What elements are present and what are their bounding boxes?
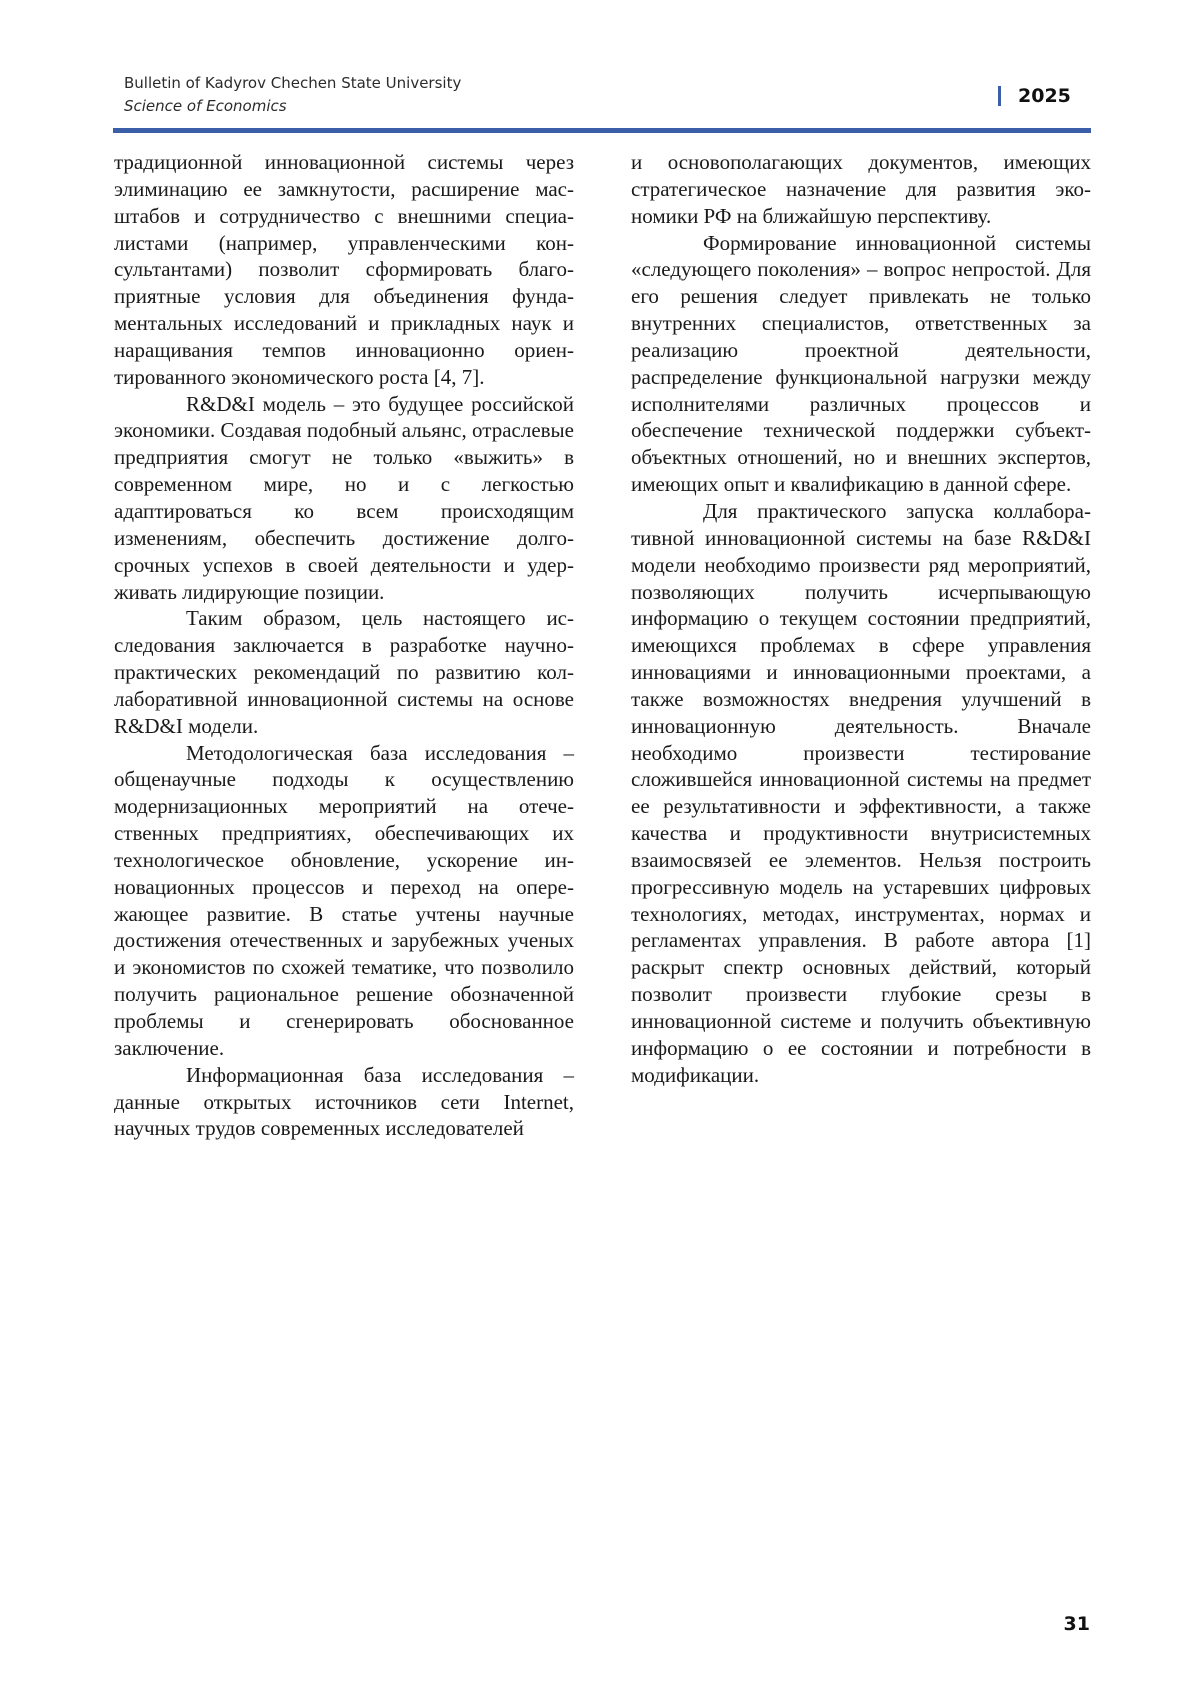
journal-page xyxy=(0,0,1200,1697)
right-text-column xyxy=(631,149,1091,1089)
header-divider-mark xyxy=(998,86,1001,106)
paragraph: Информационная база исследования – данные открытых источников сети Internet, научных трудов современных исследователей xyxy=(114,1062,574,1143)
header-rule xyxy=(113,128,1091,133)
paragraph: Методологическая база исследования – общенаучные подходы к осуществлению модернизационных мероприятий на отече­ственных предприятиях, обеспечивающих их технологическое обновление, ускорение ин­новационных процессов и переход на опере­жающее развитие. В статье учтены научные достижения отечественных и зарубежных уче­ных и экономистов по схожей тематике, что позволило получить рациональное решение обозначенной проблемы и сгенерировать обоснованное заключение. xyxy=(114,740,574,1062)
journal-section: Science of Economics xyxy=(124,96,287,117)
paragraph: Формирование инновационной си­стемы «следующего поколения» – вопрос не­простой. Для его решения следует привлекать не только внутренних специалистов, ответ­ственных за реализацию проектной деятель­ности, распределение функциональной нагрузки между исполнителями различных процессов и обеспечение технической под­держки субъект-объектных отношений, но и внешних экспертов, имеющих опыт и квали­фикацию в данной сфере. xyxy=(631,230,1091,498)
paragraph: традиционной инновационной системы через элиминацию ее замкнутости, расширение мас­штабов и сотрудничество с внешними специа­листами (например, управленческими кон­сультантами) позволит сформировать благо­приятные условия для объединения фунда­ментальных исследований и прикладных наук и наращивания темпов инновационно ориен­тированного экономического роста [4, 7]. xyxy=(114,149,574,391)
page-number: 31 xyxy=(1060,1612,1090,1636)
paragraph: Для практического запуска коллабора­тивной инновационной системы на базе R&D&I модели необходимо произвести ряд мероприятий, позволяющих получить исчер­пывающую информацию о текущем состоя­нии предприятий, имеющихся проблемах в сфере управления инновациями и инноваци­онными проектами, а также возможностях внедрения улучшений в инновационную дея­тельность. Вначале необходимо произвести тестирование сложившейся инновационной системы на предмет ее результативности и эф­фективности, а также качества и продуктивно­сти внутрисистемных взаимосвязей ее эле­ментов. Нельзя построить прогрессивную мо­дель на устаревших цифровых технологиях, методах, инструментах, нормах и регламентах управления. В работе автора [1] раскрыт спектр основных действий, который позволит произвести глубокие срезы в инновационной системе и получить объективную информа­цию о ее состоянии и потребности в модифи­кации. xyxy=(631,498,1091,1089)
issue-year: 2025 xyxy=(1018,84,1071,108)
journal-title: Bulletin of Kadyrov Chechen State University xyxy=(124,73,461,94)
paragraph: R&D&I модель – это будущее россий­ской экономики. Создавая подобный альянс, отраслевые предприятия смогут не только «выжить» в современном мире, но и с легко­стью адаптироваться ко всем происходящим изменениям, обеспечить достижение долго­срочных успехов в своей деятельности и удер­живать лидирующие позиции. xyxy=(114,391,574,606)
paragraph: и основополагающих документов, имеющих стратегическое назначение для развития эко­номики РФ на ближайшую перспективу. xyxy=(631,149,1091,230)
left-text-column xyxy=(114,149,574,1142)
paragraph: Таким образом, цель настоящего ис­следования заключается в разработке научно-практических рекомендаций по развитию кол­лаборативной инновационной системы на ос­нове R&D&I модели. xyxy=(114,605,574,739)
